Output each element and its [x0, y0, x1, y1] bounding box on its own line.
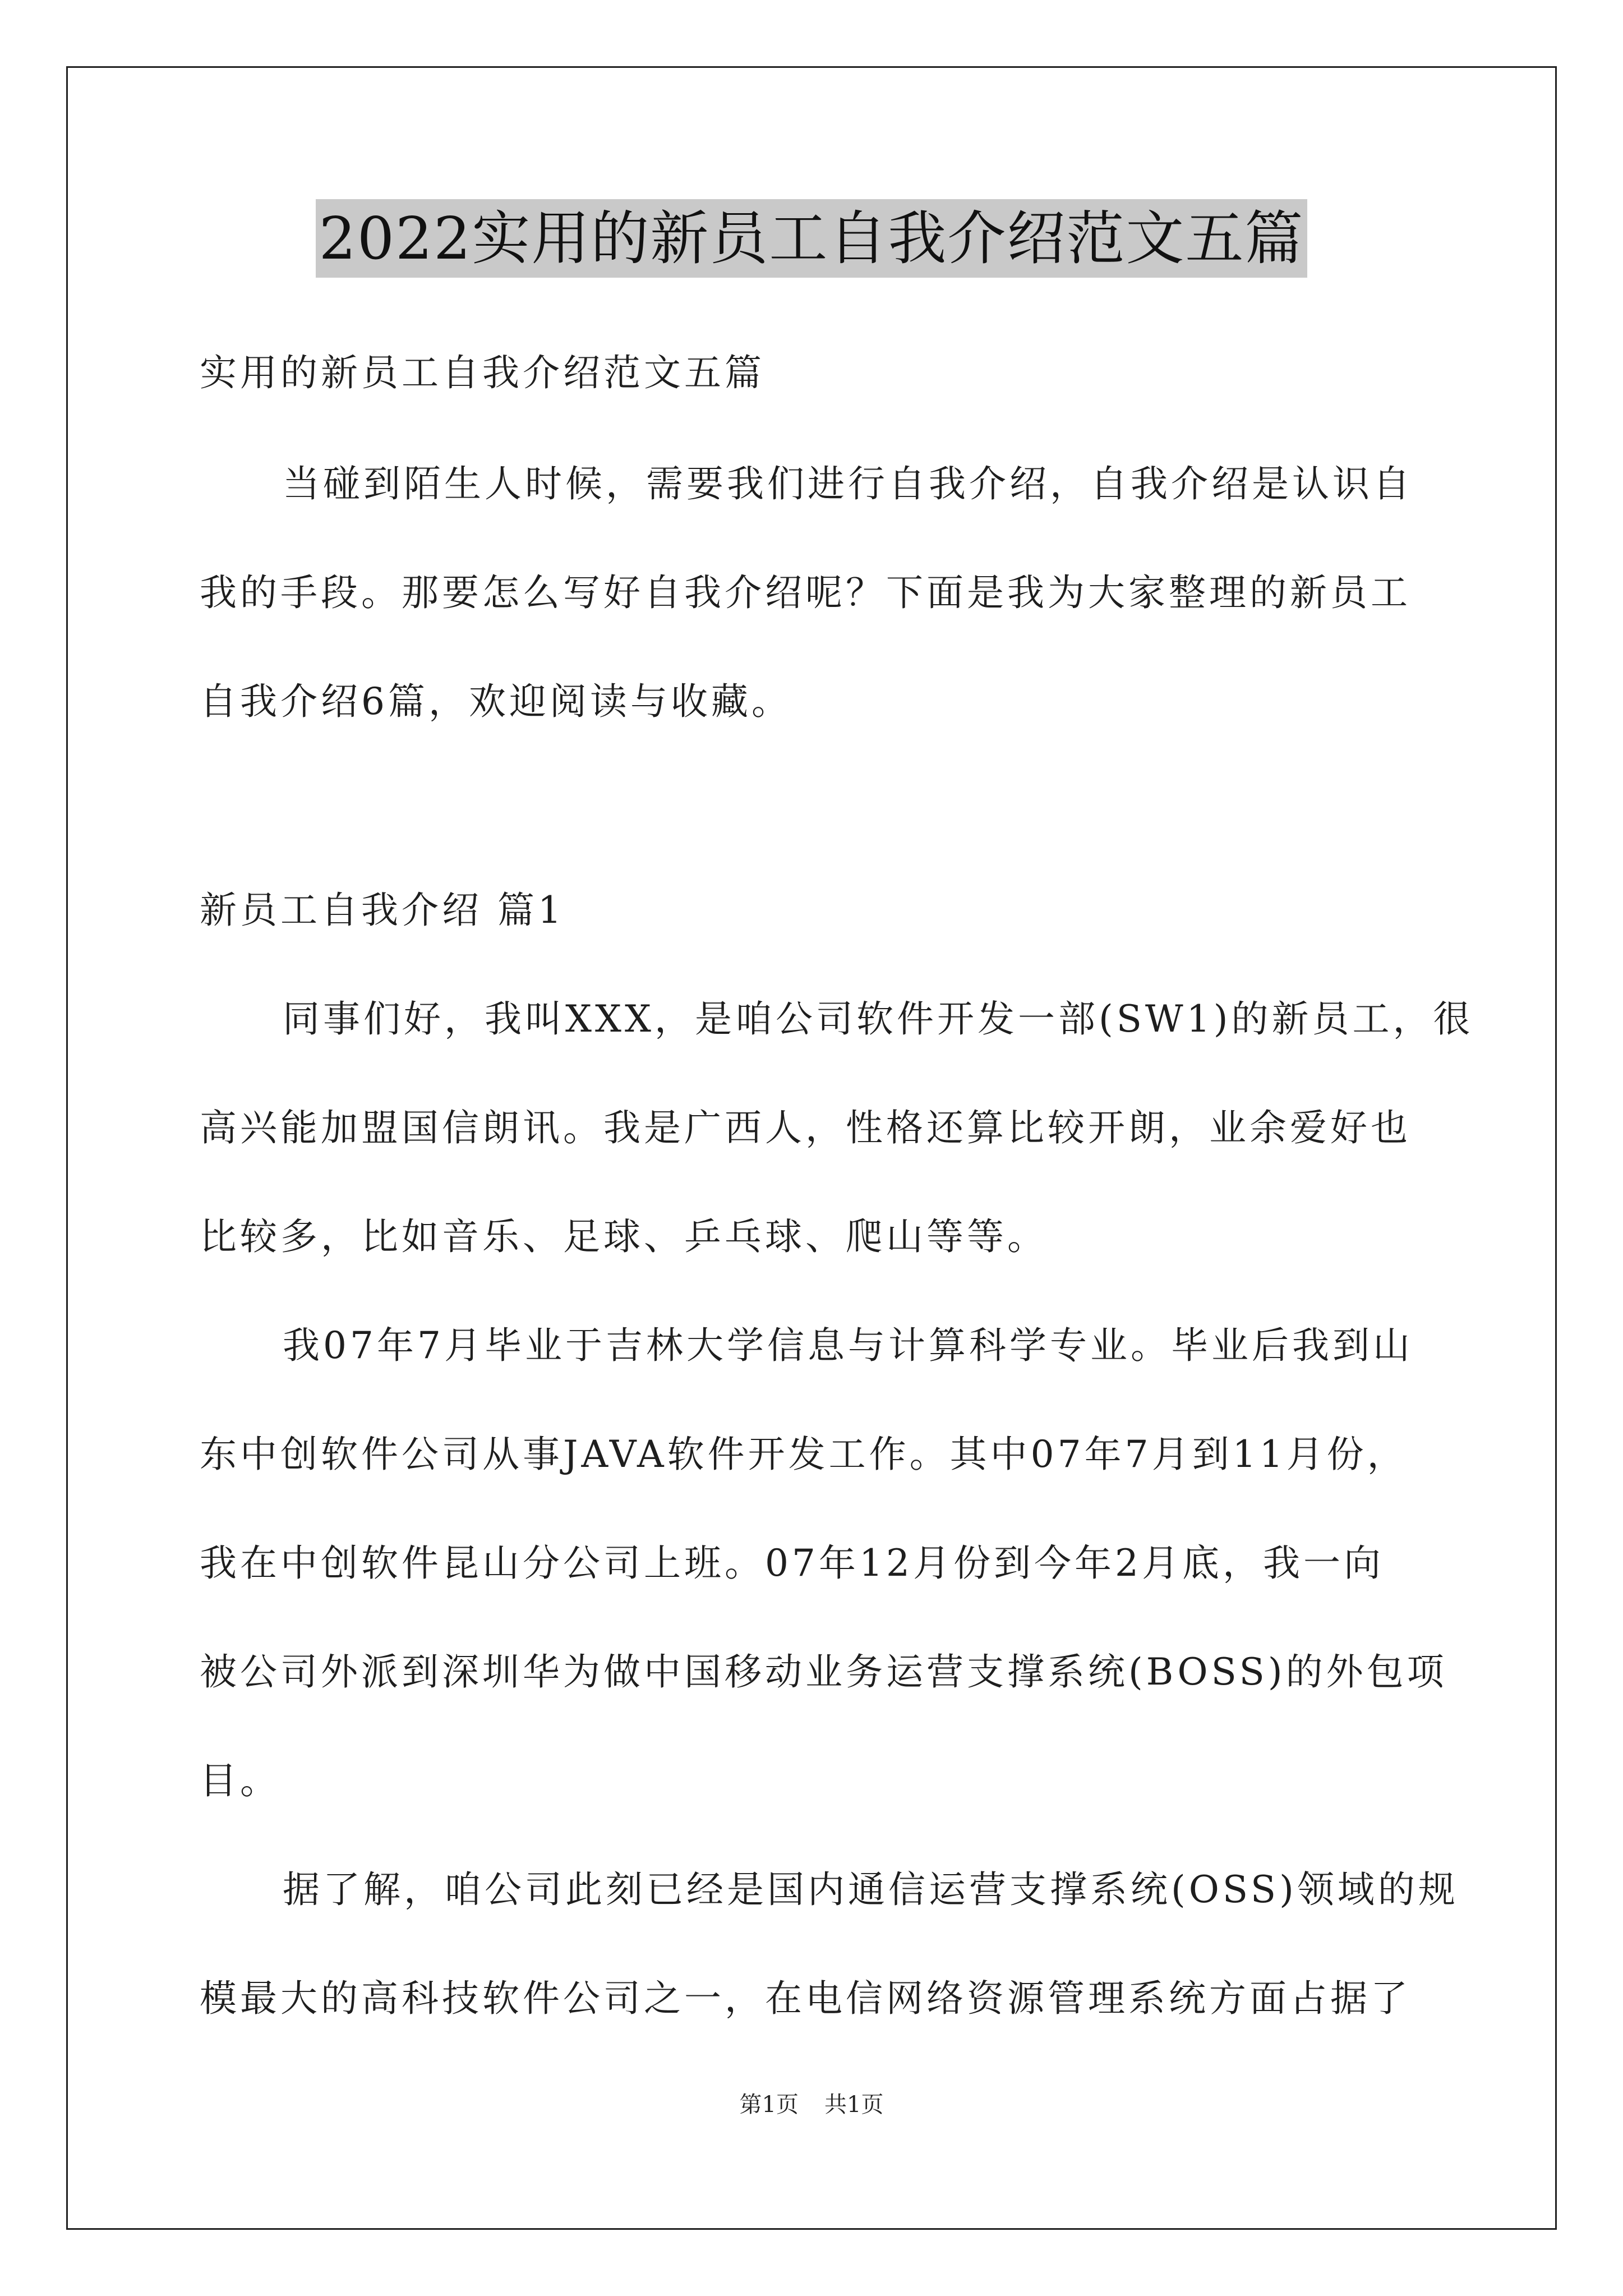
page-footer: [0, 2088, 1623, 2122]
paragraph-line: 东中创软件公司从事JAVA软件开发工作。其中07年7月到11月份，: [200, 1433, 1408, 1476]
paragraph-line: 被公司外派到深圳华为做中国移动业务运营支撑系统(BOSS)的外包项: [200, 1650, 1447, 1694]
page-total: 共1页: [824, 2092, 884, 2118]
paragraph-line: 同事们好，我叫XXX，是咱公司软件开发一部(SW1)的新员工，很: [283, 997, 1474, 1041]
paragraph-line: 当碰到陌生人时候，需要我们进行自我介绍，自我介绍是认识自: [283, 462, 1413, 505]
paragraph-line: 高兴能加盟国信朗讯。我是广西人，性格还算比较开朗，业余爱好也: [200, 1106, 1411, 1149]
section-heading: 新员工自我介绍 篇1: [200, 889, 565, 932]
document-title: 2022实用的新员工自我介绍范文五篇: [316, 199, 1308, 278]
paragraph-line: 比较多，比如音乐、足球、乒乓球、爬山等等。: [200, 1215, 1048, 1258]
paragraph-line: 我的手段。那要怎么写好自我介绍呢？下面是我为大家整理的新员工: [200, 571, 1411, 614]
paragraph-line: 自我介绍6篇，欢迎阅读与收藏。: [200, 680, 792, 723]
paragraph-line: 我在中创软件昆山分公司上班。07年12月份到今年2月底，我一向: [200, 1542, 1384, 1585]
subtitle-line: 实用的新员工自我介绍范文五篇: [200, 351, 765, 394]
document-title-wrap: [0, 199, 1623, 278]
paragraph-line: 目。: [200, 1759, 280, 1802]
paragraph-line: 模最大的高科技软件公司之一，在电信网络资源管理系统方面占据了: [200, 1977, 1411, 2020]
paragraph-line: 据了解，咱公司此刻已经是国内通信运营支撑系统(OSS)领域的规: [283, 1868, 1459, 1911]
page-number: 第1页: [739, 2092, 799, 2118]
paragraph-line: 我07年7月毕业于吉林大学信息与计算科学专业。毕业后我到山: [283, 1324, 1413, 1367]
